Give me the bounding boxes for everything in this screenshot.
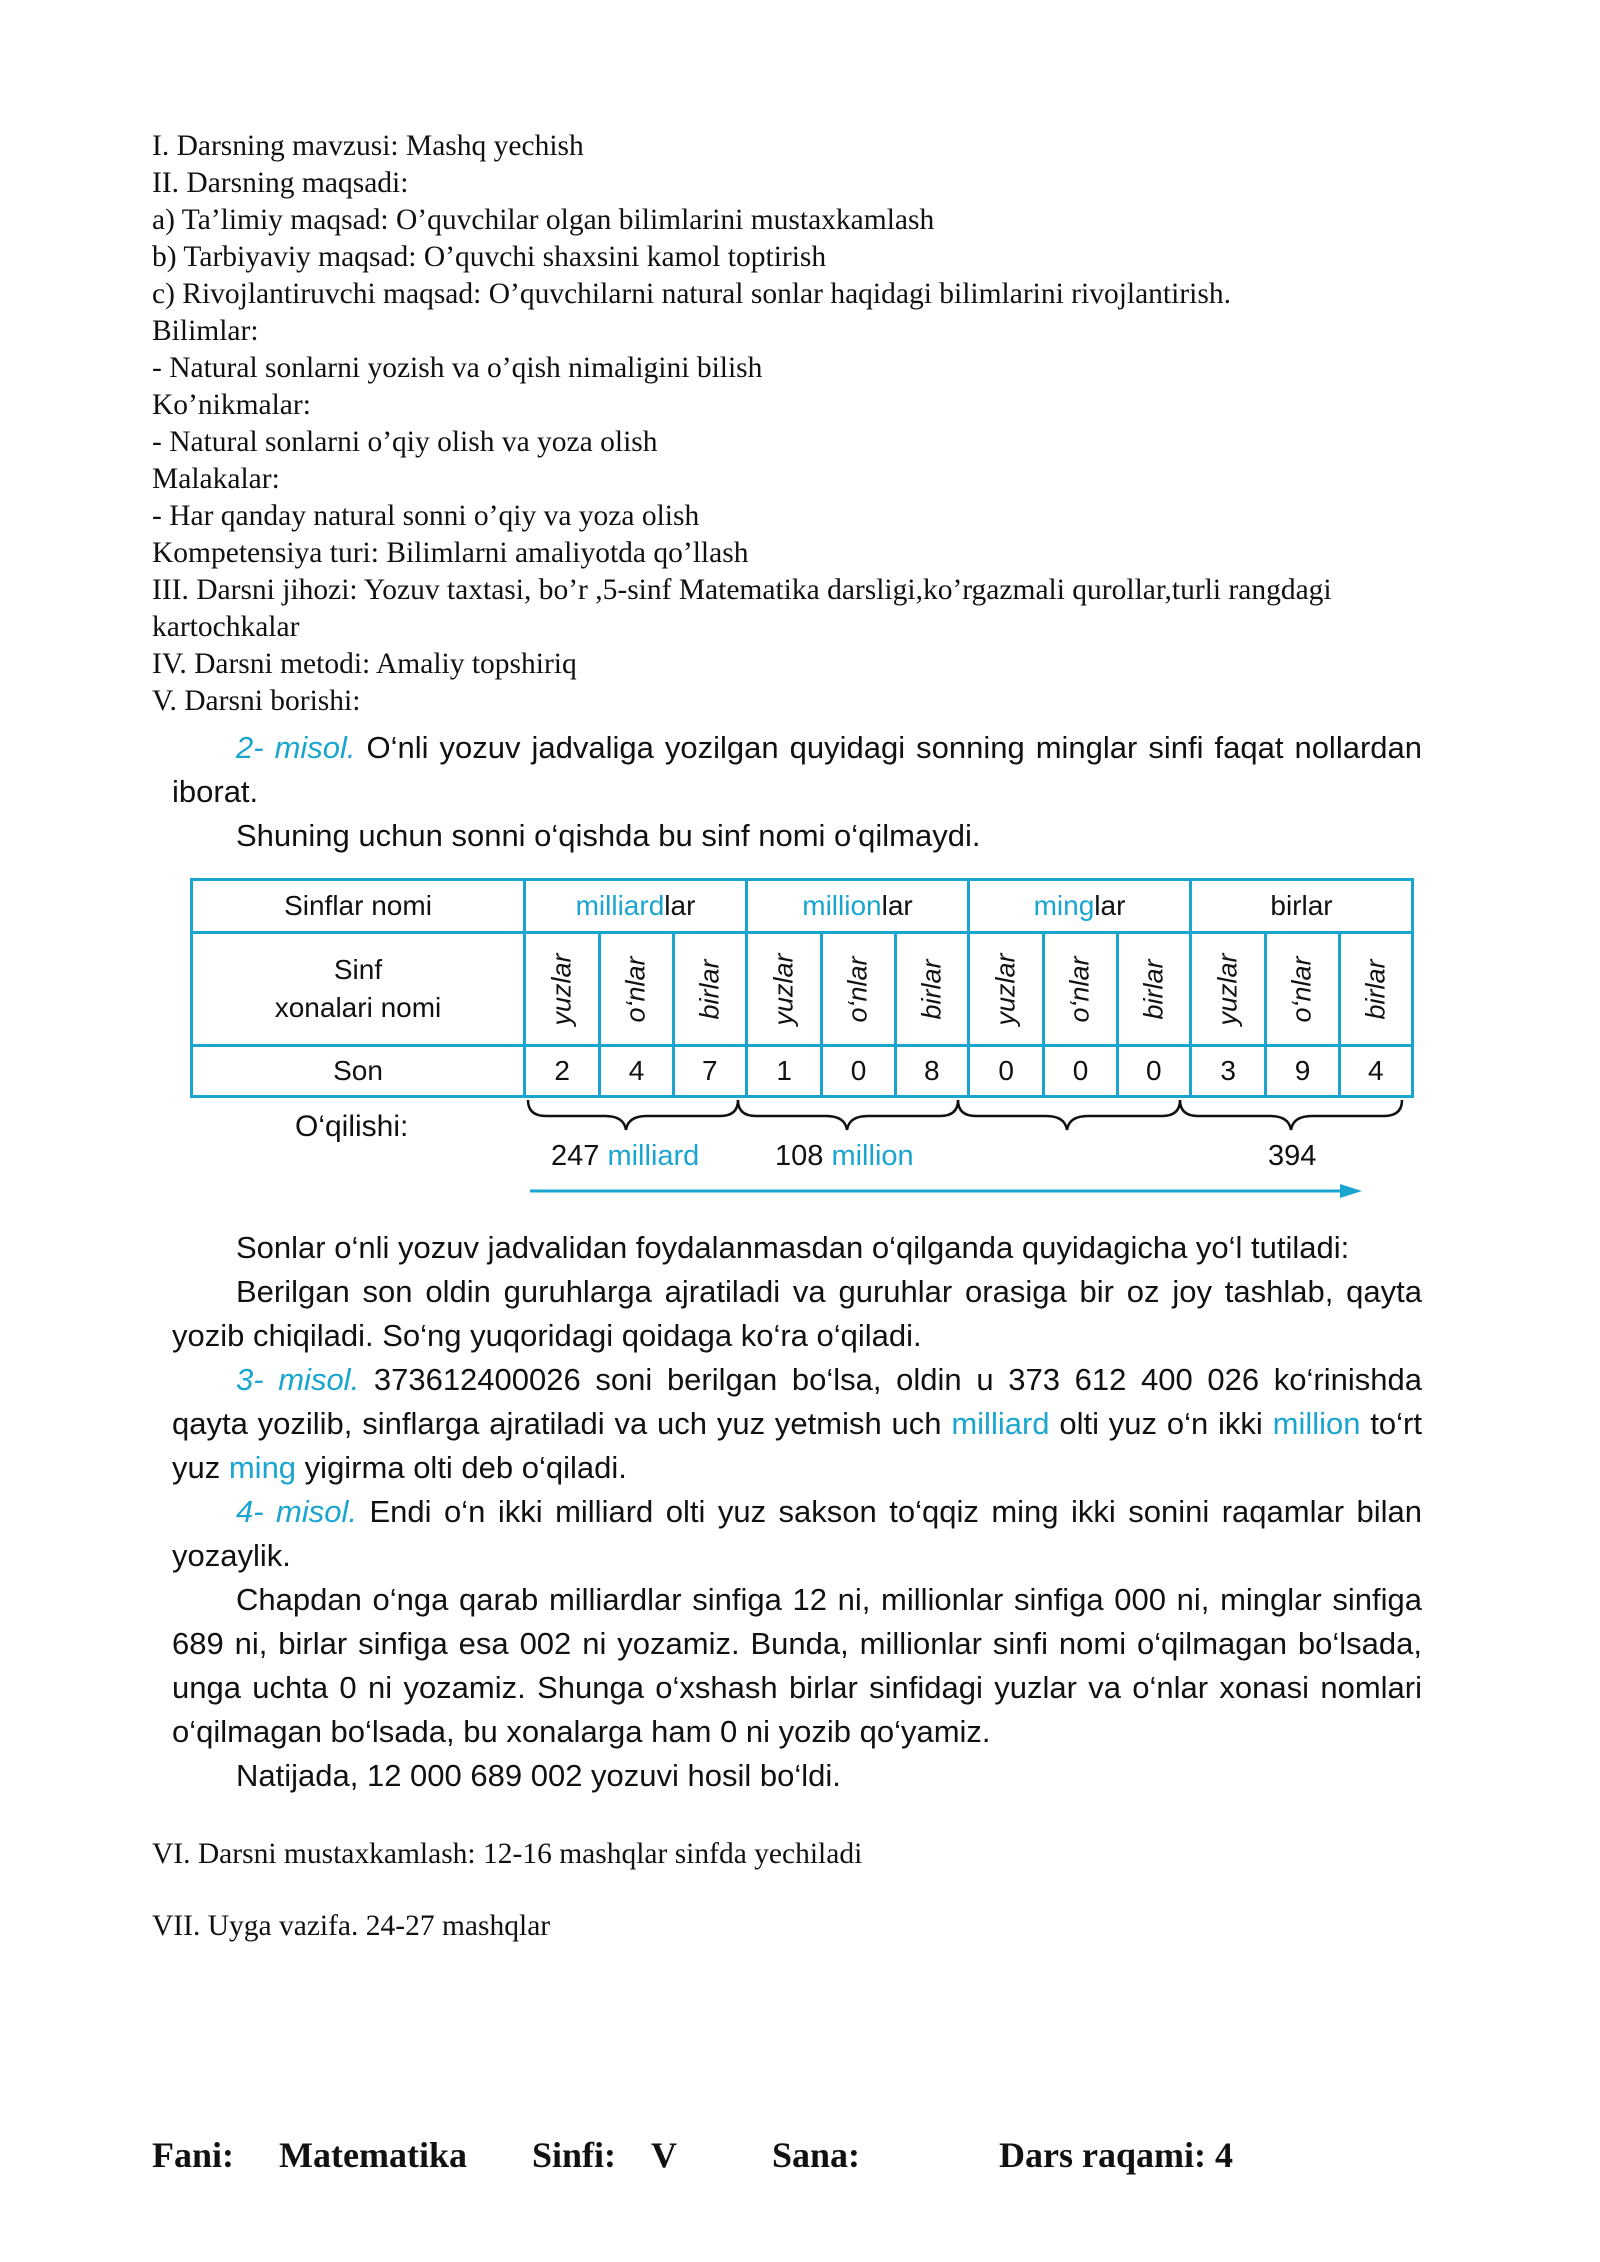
digit-cell: 3: [1191, 1046, 1266, 1097]
row-head-classes: Sinflar nomi: [192, 880, 525, 933]
reading-group-millions: [775, 1140, 914, 1173]
plan-line: V. Darsni borishi:: [152, 685, 361, 717]
plan-line: Ko’nikmalar:: [152, 389, 311, 421]
example-2-note: Shuning uchun sonni o‘qishda bu sinf nomi o‘qilmaydi.: [236, 818, 981, 853]
place-name: birlar: [1138, 959, 1169, 1020]
example-3-text: olti yuz o‘n ikki: [1049, 1406, 1273, 1441]
place-name: o‘nlar: [1065, 956, 1096, 1023]
plan-line: b) Tarbiyaviy maqsad: O’quvchi shaxsini kamol toptirish: [152, 241, 827, 273]
example-2-label: 2- misol.: [236, 730, 356, 765]
place-name: birlar: [694, 959, 725, 1020]
explanation-paragraph: Chapdan o‘nga qarab milliardlar sinfiga 12 ni, millionlar sinfiga 000 ni, minglar sinfiga 689 ni, birlar sinfiga esa 002 ni yozamiz. Bunda, millionlar sinfi nomi o‘qilmagan bo‘lsada, unga uchta 0 ni yozamiz. Shunga o‘xshash birlar sinfidagi yuzlar va o‘nlar xonasi nomlari o‘qilmagan bo‘lsada, bu xonalarga ham 0 ni yozib qo‘yamiz.: [172, 1582, 1422, 1749]
reading-label: O‘qilishi:: [295, 1110, 409, 1143]
lesson-footer: [152, 2134, 1233, 2176]
highlight-word: ming: [228, 1450, 297, 1485]
row-head-places-l2: xonalari nomi: [274, 992, 442, 1023]
example-3-paragraph: [172, 1358, 1422, 1490]
rule-paragraph: Sonlar o‘nli yozuv jadvalidan foydalanmasdan o‘qilganda quyidagicha yo‘l tutiladi:: [236, 1230, 1350, 1265]
plan-line: III. Darsni jihozi: Yozuv taxtasi, bo’r ,5-sinf Matematika darsligi,ko’rgazmali qurollar,turli rangdagi kartochkalar: [152, 574, 1332, 643]
plan-line: II. Darsning maqsadi:: [152, 167, 409, 199]
place-name: birlar: [1360, 959, 1391, 1020]
highlight-word: million: [1272, 1406, 1361, 1441]
place-name: yuzlar: [546, 953, 577, 1026]
plan-line: I. Darsning mavzusi: Mashq yechish: [152, 130, 584, 162]
digit-cell: 2: [525, 1046, 600, 1097]
class-name-cyan: million: [802, 890, 882, 921]
place-name: o‘nlar: [1287, 956, 1318, 1023]
brace-units: [1180, 1100, 1402, 1130]
subject-value: Matematika: [279, 2135, 467, 2175]
class-name-cyan: milliard: [575, 890, 665, 921]
place-name: o‘nlar: [843, 956, 874, 1023]
row-head-places-l1: Sinf: [333, 954, 383, 985]
digit-cell: 9: [1266, 1046, 1339, 1097]
reading-arrow-head: [1340, 1184, 1362, 1198]
digit-cell: 8: [895, 1046, 968, 1097]
lesson-number: Dars raqami: 4: [999, 2135, 1233, 2175]
plan-line: c) Rivojlantiruvchi maqsad: O’quvchilarni natural sonlar haqidagi bilimlarini rivojlantirish.: [152, 278, 1231, 310]
example-3-text: to‘rt yuz: [172, 1406, 1422, 1485]
class-name-rest: lar: [1094, 890, 1126, 921]
place-name: birlar: [916, 959, 947, 1020]
result-paragraph: Natijada, 12 000 689 002 yozuvi hosil bo‘ldi.: [236, 1758, 841, 1793]
reading-number: 108: [775, 1140, 832, 1172]
row-head-number: Son: [192, 1046, 525, 1097]
example-3-text: 373612400026 soni berilgan bo‘lsa, oldin u 373 612 400 026 ko‘rinishda qayta yozilib, sinflarga ajratiladi va uch yuz yetmish uch: [172, 1362, 1422, 1441]
reading-word: million: [831, 1140, 914, 1172]
plan-line: - Har qanday natural sonni o’qiy va yoza olish: [152, 500, 700, 532]
place-name: yuzlar: [768, 953, 799, 1026]
example-3-text: yigirma olti deb o‘qiladi.: [296, 1450, 627, 1485]
plan-line: Bilimlar:: [152, 315, 259, 347]
subject-label: Fani:: [152, 2135, 235, 2175]
plan-line: Malakalar:: [152, 463, 280, 495]
place-name: yuzlar: [990, 953, 1021, 1026]
grade-label: Sinfi:: [531, 2135, 616, 2175]
digit-cell: 1: [747, 1046, 822, 1097]
class-name-rest: birlar: [1270, 890, 1333, 921]
homework-line: VII. Uyga vazifa. 24-27 mashqlar: [152, 1910, 551, 1942]
reading-number: 247: [551, 1140, 608, 1172]
lesson-closing: [152, 1838, 862, 1982]
plan-line: Kompetensiya turi: Bilimlarni amaliyotda qo’llash: [152, 537, 749, 569]
rule-paragraph: Berilgan son oldin guruhlarga ajratiladi va guruhlar orasiga bir oz joy tashlab, qayta yozib chiqiladi. So‘ng yuqoridagi qoidaga ko‘ra o‘qiladi.: [172, 1274, 1422, 1353]
digit-cell: 4: [600, 1046, 673, 1097]
example-3-label: 3- misol.: [236, 1362, 360, 1397]
digit-cell: 0: [969, 1046, 1044, 1097]
date-label: Sana:: [772, 2135, 861, 2175]
consolidation-line: VI. Darsni mustaxkamlash: 12-16 mashqlar sinfda yechiladi: [152, 1838, 863, 1870]
reading-group-billions: [551, 1140, 699, 1173]
place-name: o‘nlar: [621, 956, 652, 1023]
place-name: yuzlar: [1212, 953, 1243, 1026]
brace-millions: [738, 1100, 958, 1130]
highlight-word: milliard: [951, 1406, 1050, 1441]
plan-line: - Natural sonlarni o’qiy olish va yoza olish: [152, 426, 658, 458]
plan-line: - Natural sonlarni yozish va o’qish nimaligini bilish: [152, 352, 763, 384]
reading-word: milliard: [607, 1140, 700, 1172]
reading-group-units: 394: [1268, 1140, 1317, 1172]
example-4-paragraph: [172, 1490, 1422, 1578]
brace-billions: [528, 1100, 738, 1130]
class-name-rest: lar: [881, 890, 913, 921]
class-name-rest: lar: [664, 890, 696, 921]
example-2-text: O‘nli yozuv jadvaliga yozilgan quyidagi sonning minglar sinfi faqat nollardan iborat.: [172, 730, 1422, 809]
plan-line: IV. Darsni metodi: Amaliy topshiriq: [152, 648, 577, 680]
example-4-label: 4- misol.: [236, 1494, 357, 1529]
textbook-excerpt-bottom: [172, 1226, 1422, 1798]
digit-cell: 0: [1117, 1046, 1190, 1097]
digit-cell: 4: [1339, 1046, 1412, 1097]
braces: [528, 1100, 1402, 1130]
grade-value: V: [651, 2135, 677, 2175]
class-name-cyan: ming: [1033, 890, 1095, 921]
digit-cell: 7: [673, 1046, 746, 1097]
digit-cell: 0: [1044, 1046, 1117, 1097]
digit-cell: 0: [822, 1046, 895, 1097]
example-4-text: Endi o‘n ikki milliard olti yuz sakson to‘qqiz ming ikki sonini raqamlar bilan yozaylik.: [172, 1494, 1422, 1573]
plan-line: a) Ta’limiy maqsad: O’quvchilar olgan bilimlarini mustaxkamlash: [152, 204, 935, 236]
brace-thousands: [958, 1100, 1180, 1130]
